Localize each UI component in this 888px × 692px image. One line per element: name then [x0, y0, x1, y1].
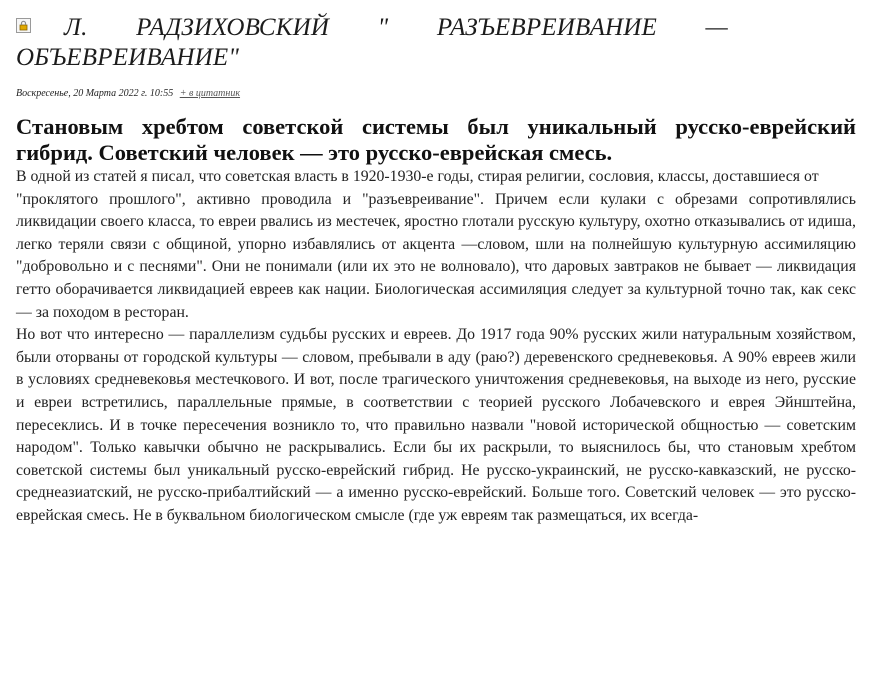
- post-date: Воскресенье, 20 Марта 2022 г. 10:55: [16, 88, 174, 99]
- blog-post: [16, 14, 856, 528]
- title-line-2: ОБЪЕВРЕИВАНИЕ": [16, 44, 240, 71]
- title-word: ": [377, 14, 389, 41]
- title-line-1: [16, 14, 856, 42]
- title-word: РАДЗИХОВСКИЙ: [136, 14, 330, 41]
- add-to-quotes-link[interactable]: + в цитатник: [179, 88, 241, 99]
- paragraph: Но вот что интересно — параллелизм судьбы русских и евреев. До 1917 года 90% русских жили натуральным хозяйством, были оторваны от городской культуры — словом, пребывали в аду (раю?) деревенского средневековья. А 90% евреев жили в условиях средневековья местечкового. И вот, после трагического уничтожения средневековья, на выходе из него, русские и евреи встретились, параллельные прямые, в соответствии с теорией русского Лобачевского и еврея Эйнштейна, пересеклись. И в точке пересечения возникло то, что правильно назвали "новой исторической общностью — советским народом". Только кавычки обычно не раскрывались. Если бы их раскрыли, то выяснилось бы, что становым хребтом советской системы был уникальный русско-еврейский гибрид. Не русско-украинский, не русско-кавказский, не русско-среднеазиатский, не русско-прибалтийский — а именно русско-еврейский. Больше того. Советский человек — это русско-еврейская смесь. Не в буквальном биологическом смысле (где уж евреям так размещаться, их всегда-: [16, 326, 856, 524]
- post-headline: Становым хребтом советской системы был уникальный русско-еврейский гибрид. Советский человек — это русско-еврейская смесь.: [16, 114, 856, 165]
- post-body: [16, 166, 856, 528]
- post-meta: [16, 88, 856, 100]
- paragraph: "проклятого прошлого", активно проводила и "разъевреивание". Причем если кулаки с обрезами сопротивлялись ликвидации своего класса, то евреи рвались из местечек, яростно глотали русскую культуру, охотно отказывались от идиша, легко теряли связи с общиной, упорно избавлялись от акцента —словом, шли на полнейшую культурную ассимиляцию "добровольно и с песнями". Они не понимали (или их это не волновало), что даровых завтраков не бывает — ликвидация гетто оборачивается ликвидацией евреев как нации. Биологическая ассимиляция следует за культурной точно так, как секс — за походом в ресторан.: [16, 190, 856, 321]
- post-title: [16, 14, 856, 72]
- title-word: Л.: [64, 14, 88, 41]
- title-word: —: [705, 14, 728, 41]
- lock-icon[interactable]: [16, 18, 31, 33]
- paragraph: В одной из статей я писал, что советская власть в 1920-1930-е годы, стирая религии, сословия, классы, доставшиеся от: [16, 168, 819, 185]
- title-word: РАЗЪЕВРЕИВАНИЕ: [436, 14, 658, 41]
